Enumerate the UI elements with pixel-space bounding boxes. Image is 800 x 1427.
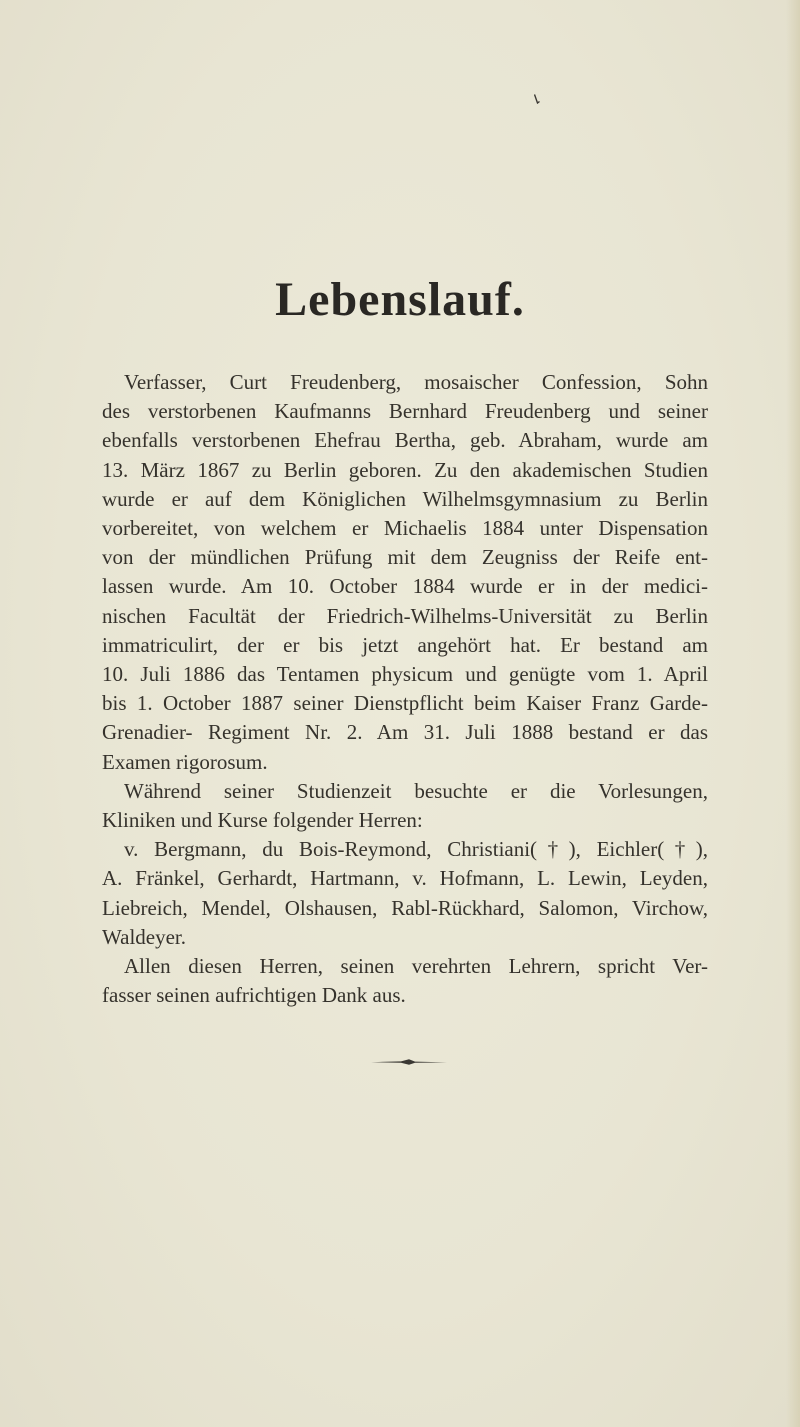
text-line: von der mündlichen Prüfung mit dem Zeugniss der Reife ent- [102,545,708,570]
text-line: Kliniken und Kurse folgender Herren: [102,808,423,833]
text-line: lassen wurde. Am 10. October 1884 wurde er in der medici- [102,574,708,599]
text-line: v. Bergmann, du Bois-Reymond, Christiani(†), Eichler(†), [124,837,708,862]
document-body [102,368,708,1010]
text-line: vorbereitet, von welchem er Michaelis 1884 unter Dispensation [102,516,708,541]
text-line: immatriculirt, der er bis jetzt angehört hat. Er bestand am [102,632,708,657]
text-line: Grenadier- Regiment Nr. 2. Am 31. Juli 1888 bestand er das [102,720,708,745]
text-line: 13. März 1867 zu Berlin geboren. Zu den akademischen Studien [102,457,708,482]
text-line: bis 1. October 1887 seiner Dienstpflicht beim Kaiser Franz Garde- [102,691,708,716]
text-line: Verfasser, Curt Freudenberg, mosaischer Confession, Sohn [124,370,708,394]
text-line: des verstorbenen Kaufmanns Bernhard Freudenberg und seiner [102,399,708,424]
paragraph-teachers [102,835,708,952]
paragraph-biography [102,368,708,777]
text-line: Liebreich, Mendel, Olshausen, Rabl-Rückhard, Salomon, Virchow, [102,895,708,920]
text-line: Allen diesen Herren, seinen verehrten Lehrern, spricht Ver- [124,954,708,979]
text-line: Während seiner Studienzeit besuchte er die Vorlesungen, [124,778,708,803]
paragraph-thanks [102,952,708,1010]
text-line: nischen Facultät der Friedrich-Wilhelms-Universität zu Berlin [102,603,708,628]
page-edge-shadow [786,0,800,1427]
text-line: wurde er auf dem Königlichen Wilhelmsgymnasium zu Berlin [102,486,708,511]
text-line: fasser seinen aufrichtigen Dank aus. [102,983,406,1008]
text-line: ebenfalls verstorbenen Ehefrau Bertha, geb. Abraham, wurde am [102,428,708,453]
stray-mark-icon [534,94,540,104]
document-title: Lebenslauf. [275,273,525,326]
text-line: 10. Juli 1886 das Tentamen physicum und genügte vom 1. April [102,662,708,687]
end-ornament-icon [371,1053,447,1061]
text-line: A. Fränkel, Gerhardt, Hartmann, v. Hofmann, L. Lewin, Leyden, [102,866,708,891]
paragraph-studies [102,777,708,835]
text-line: Waldeyer. [102,924,187,949]
text-line: Examen rigorosum. [102,749,268,774]
